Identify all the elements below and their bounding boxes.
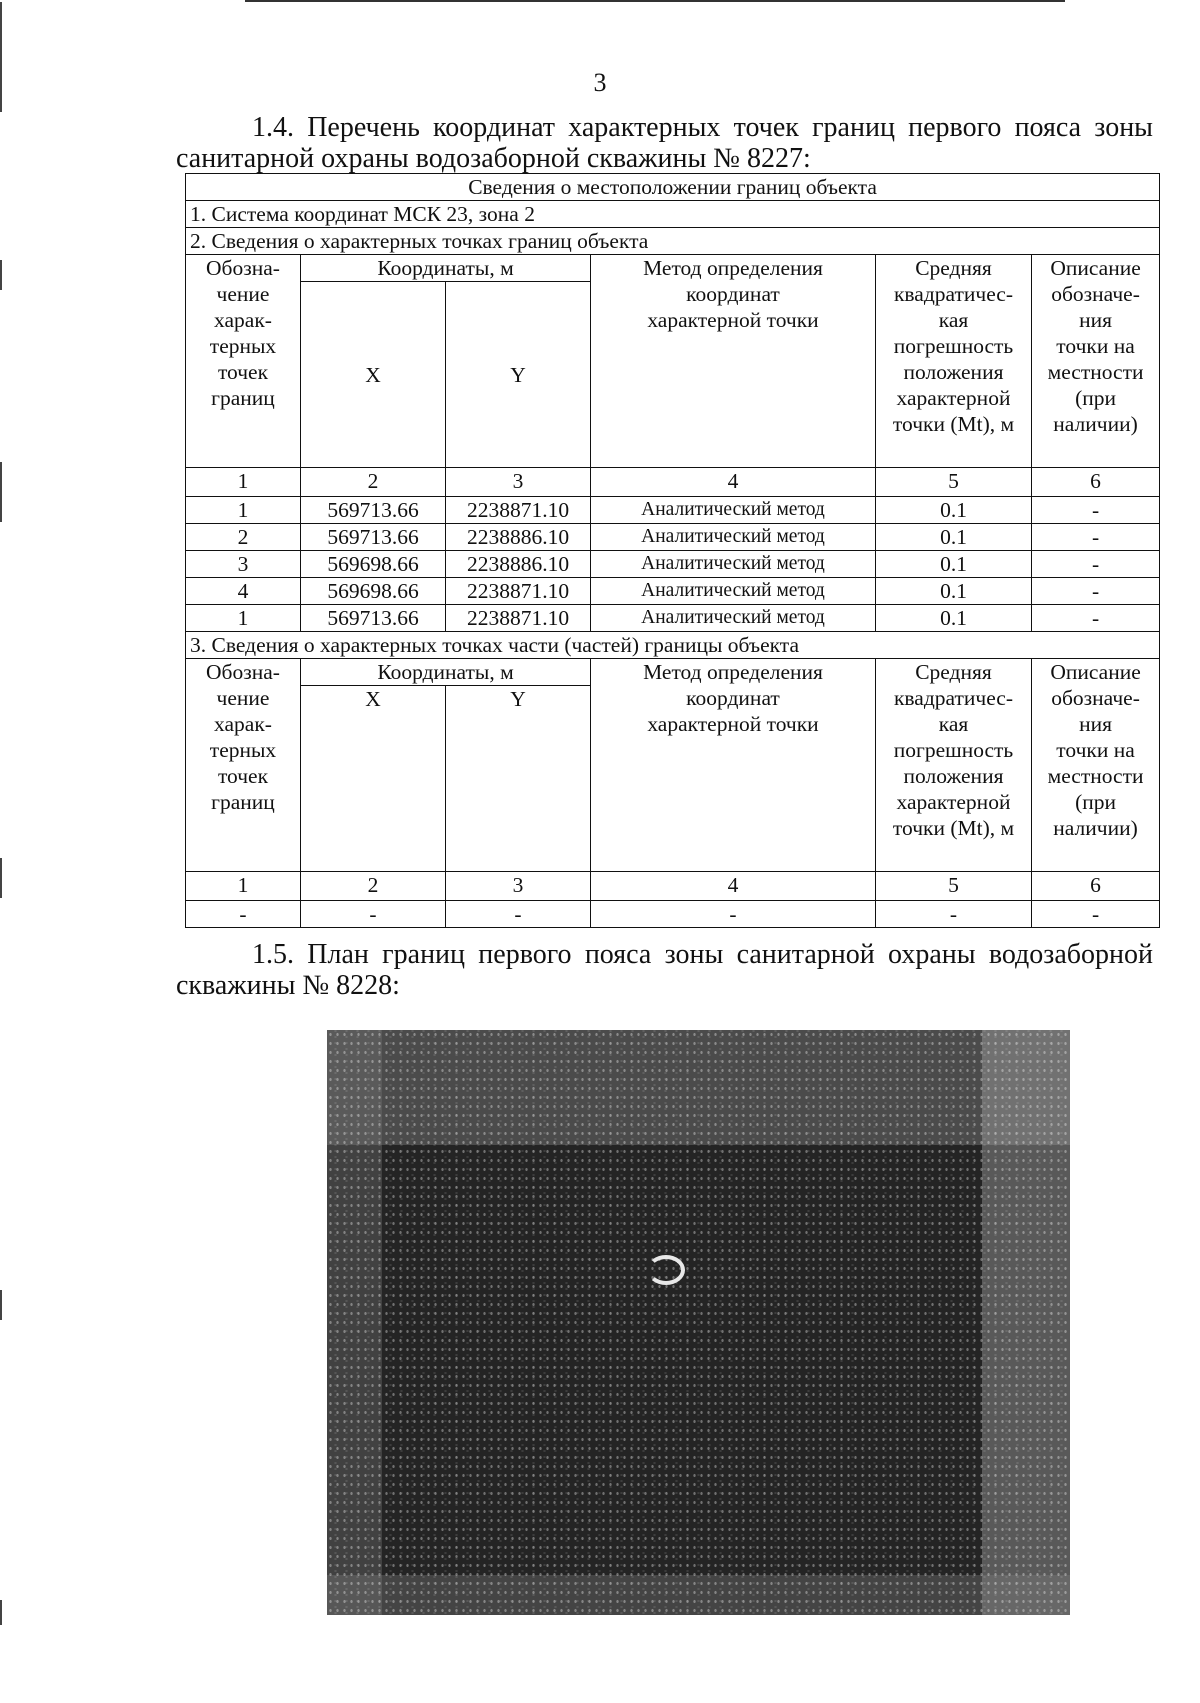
method-value: Аналитический метод [591, 497, 876, 524]
empty-cell: - [1032, 901, 1160, 928]
method-value: Аналитический метод [591, 605, 876, 632]
section-3-title: 3. Сведения о характерных точках части (частей) границы объекта [186, 632, 1160, 659]
empty-cell: - [446, 901, 591, 928]
empty-cell: - [876, 901, 1032, 928]
well-marker [647, 1255, 685, 1285]
boundary-plan-aerial-photo [327, 1030, 1070, 1615]
section-1-4-heading [176, 112, 1153, 174]
column-number: 2 [301, 872, 446, 901]
column-number: 3 [446, 468, 591, 497]
column-number: 2 [301, 468, 446, 497]
y-value: 2238871.10 [446, 497, 591, 524]
header-y: Y [446, 282, 591, 468]
header-rms-error: Средняя квадратичес- кая погрешность положения характерной точки (Mt), м [876, 255, 1032, 468]
header-rms-error: Средняя квадратичес- кая погрешность положения характерной точки (Mt), м [876, 659, 1032, 872]
y-value: 2238871.10 [446, 578, 591, 605]
rms-value: 0.1 [876, 551, 1032, 578]
x-value: 569698.66 [301, 551, 446, 578]
rms-value: 0.1 [876, 524, 1032, 551]
method-value: Аналитический метод [591, 524, 876, 551]
description-value: - [1032, 551, 1160, 578]
point-number: 4 [186, 578, 301, 605]
description-value: - [1032, 497, 1160, 524]
rms-value: 0.1 [876, 497, 1032, 524]
column-number-row [186, 872, 1160, 901]
description-value: - [1032, 524, 1160, 551]
point-number: 1 [186, 605, 301, 632]
coordinates-table [185, 173, 1160, 928]
section-1-5-heading [176, 939, 1153, 1001]
header-coordinates: Координаты, м [301, 659, 591, 686]
method-value: Аналитический метод [591, 578, 876, 605]
left-margin-marks [0, 0, 4, 1703]
x-value: 569713.66 [301, 497, 446, 524]
rms-value: 0.1 [876, 605, 1032, 632]
header-designation: Обозна- чение харак- терных точек границ [186, 255, 301, 468]
column-number: 6 [1032, 468, 1160, 497]
empty-cell: - [186, 901, 301, 928]
column-number: 5 [876, 468, 1032, 497]
table-row [186, 605, 1160, 632]
column-number-row [186, 468, 1160, 497]
point-number: 2 [186, 524, 301, 551]
column-number: 4 [591, 872, 876, 901]
coord-system-row: 1. Система координат МСК 23, зона 2 [186, 201, 1160, 228]
x-value: 569698.66 [301, 578, 446, 605]
header-description: Описание обозначе- ния точки на местности (при наличии) [1032, 255, 1160, 468]
header-method: Метод определения координат характерной точки [591, 255, 876, 468]
table-row [186, 578, 1160, 605]
header-y: Y [446, 686, 591, 872]
rms-value: 0.1 [876, 578, 1032, 605]
column-number: 6 [1032, 872, 1160, 901]
top-rule [245, 0, 1065, 2]
section-1-5-title-line1: 1.5. План границ первого пояса зоны санитарной охраны водозаборной [252, 939, 1153, 970]
table-row [186, 497, 1160, 524]
table-row [186, 901, 1160, 928]
empty-cell: - [301, 901, 446, 928]
table-row [186, 551, 1160, 578]
header-designation: Обозна- чение харак- терных точек границ [186, 659, 301, 872]
section-1-4-title-line1: 1.4. Перечень координат характерных точек границ первого пояса зоны [252, 112, 1153, 143]
table-row [186, 524, 1160, 551]
page-number: 3 [593, 68, 607, 97]
method-value: Аналитический метод [591, 551, 876, 578]
section-1-4-title-line2: санитарной охраны водозаборной скважины № 8227: [176, 143, 811, 174]
table-caption: Сведения о местоположении границ объекта [186, 174, 1160, 201]
header-description: Описание обозначе- ния точки на местности (при наличии) [1032, 659, 1160, 872]
column-number: 1 [186, 468, 301, 497]
description-value: - [1032, 578, 1160, 605]
point-number: 3 [186, 551, 301, 578]
empty-cell: - [591, 901, 876, 928]
section-2-title: 2. Сведения о характерных точках границ объекта [186, 228, 1160, 255]
x-value: 569713.66 [301, 524, 446, 551]
column-number: 3 [446, 872, 591, 901]
header-method: Метод определения координат характерной точки [591, 659, 876, 872]
section-1-5-title-line2: скважины № 8228: [176, 970, 400, 1001]
header-x: X [301, 686, 446, 872]
header-coordinates: Координаты, м [301, 255, 591, 282]
description-value: - [1032, 605, 1160, 632]
x-value: 569713.66 [301, 605, 446, 632]
column-number: 4 [591, 468, 876, 497]
header-x: X [301, 282, 446, 468]
point-number: 1 [186, 497, 301, 524]
y-value: 2238871.10 [446, 605, 591, 632]
y-value: 2238886.10 [446, 551, 591, 578]
y-value: 2238886.10 [446, 524, 591, 551]
column-number: 1 [186, 872, 301, 901]
column-number: 5 [876, 872, 1032, 901]
